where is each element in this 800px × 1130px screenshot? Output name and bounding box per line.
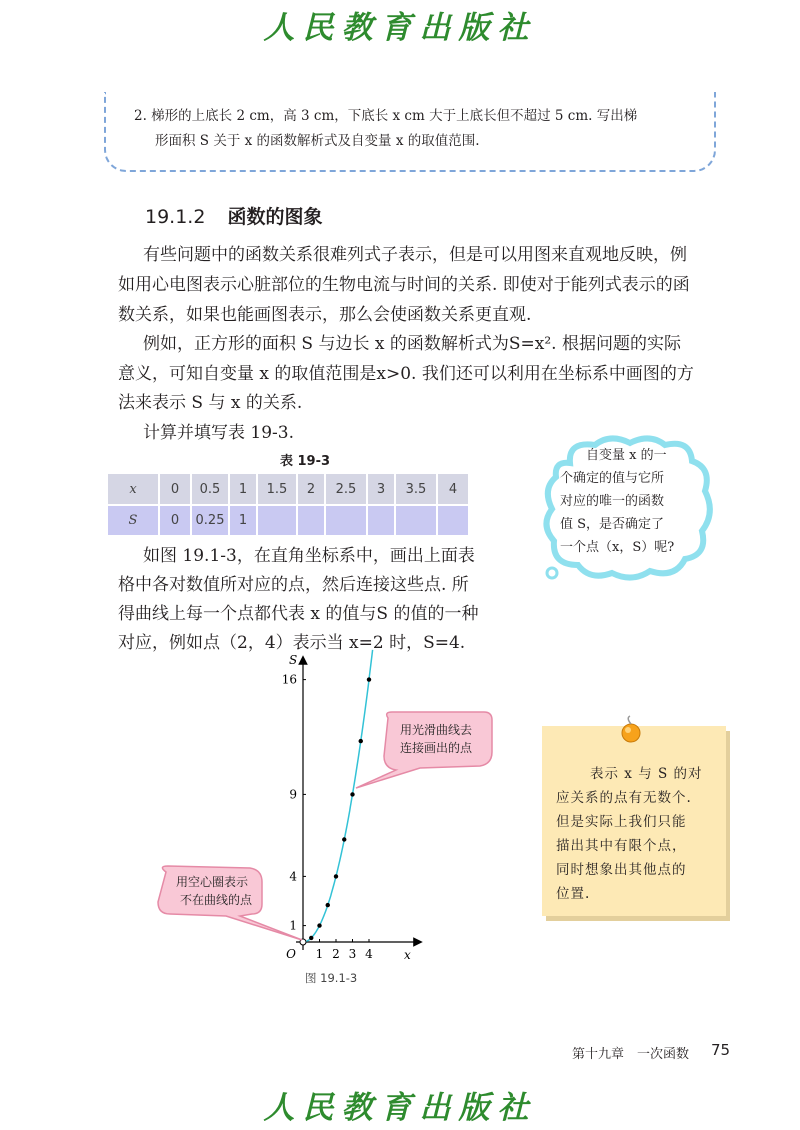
publisher-header: 人民教育出版社 xyxy=(263,10,537,46)
table-cell: 0.5 xyxy=(191,474,229,505)
x-tick-label: 1 xyxy=(315,947,324,961)
y-tick-label: 16 xyxy=(281,672,297,687)
callout-smooth-line: 用光滑曲线去 xyxy=(400,723,473,737)
data-point xyxy=(359,739,363,743)
table-cell: 3.5 xyxy=(395,474,437,505)
table-cell: 1 xyxy=(229,474,257,505)
y-tick-label: 1 xyxy=(289,918,297,933)
data-point xyxy=(317,923,321,927)
publisher-footer: 人民教育出版社 xyxy=(263,1090,537,1126)
data-point xyxy=(350,792,354,796)
table-caption: 表 19-3 xyxy=(279,454,331,469)
section-number: 19.1.2 xyxy=(145,206,206,228)
table-cell: 1.5 xyxy=(257,474,297,505)
data-point xyxy=(334,874,338,878)
table-row-label: S xyxy=(108,505,159,535)
callout-hollow-line: 不在曲线的点 xyxy=(180,893,253,907)
paragraph-line: 有些问题中的函数关系很难列式子表示，但是可以用图来直观地反映，例 xyxy=(143,245,687,265)
y-tick-label: 4 xyxy=(289,869,297,884)
table-cell: 1 xyxy=(229,505,257,535)
table-cell: 0 xyxy=(159,474,191,505)
callout-hollow-line: 用空心圈表示 xyxy=(176,875,249,889)
y-tick-label: 9 xyxy=(289,787,297,802)
note-text-line: 描出其中有限个点， xyxy=(556,838,687,854)
cloud-text-line: 值 S，是否确定了 xyxy=(560,517,665,532)
x-tick-label: 4 xyxy=(365,947,373,961)
x-axis-label: x xyxy=(404,948,411,962)
table-row-label: x xyxy=(108,474,159,505)
exercise-line-1: 2. 梯形的上底长 2 cm，高 3 cm，下底长 x cm 大于上底长但不超过 5 cm. 写出梯 xyxy=(134,108,638,124)
table-cell: 2 xyxy=(297,474,325,505)
data-point xyxy=(367,677,371,681)
note-text-line: 应关系的点有无数个. xyxy=(556,790,692,806)
x-tick-label: 3 xyxy=(348,947,357,961)
table-cell: 3 xyxy=(367,474,395,505)
paragraph-line: 例如，正方形的面积 S 与边长 x 的函数解析式为S=x². 根据问题的实际 xyxy=(143,334,681,354)
figure-caption: 图 19.1-3 xyxy=(305,971,358,985)
cloud-text-line: 一个点（x，S）呢? xyxy=(560,540,675,555)
cloud-text-line: 自变量 x 的一 xyxy=(586,448,667,463)
y-axis-label: S xyxy=(289,653,298,667)
paragraph-line: 意义，可知自变量 x 的取值范围是x>0. 我们还可以利用在坐标系中画图的方 xyxy=(118,364,694,384)
table-cell: 4 xyxy=(437,474,468,505)
paragraph-line: 计算并填写表 19-3. xyxy=(143,423,294,443)
paragraph-line: 格中各对数值所对应的点，然后连接这些点. 所 xyxy=(118,575,469,595)
page-number: 75 xyxy=(711,1041,731,1059)
note-text-line: 位置. xyxy=(556,886,591,902)
section-title: 函数的图象 xyxy=(227,206,323,228)
footer-chapter: 第十九章 一次函数 xyxy=(572,1047,690,1062)
table-cell: 2.5 xyxy=(325,474,367,505)
paragraph-line: 数关系，如果也能画图表示，那么会使函数关系更直观. xyxy=(118,305,532,325)
data-point xyxy=(326,903,330,907)
paragraph-line: 得曲线上每一个点都代表 x 的值与S 的值的一种 xyxy=(118,604,479,624)
x-tick-label: 2 xyxy=(332,947,340,961)
exercise-line-2: 形面积 S 关于 x 的函数解析式及自变量 x 的取值范围. xyxy=(155,133,480,149)
callout-smooth-line: 连接画出的点 xyxy=(400,741,473,755)
curve-s-equals-x-squared xyxy=(303,650,373,942)
axes xyxy=(296,660,418,950)
paragraph-line: 如图 19.1-3，在直角坐标系中，画出上面表 xyxy=(143,546,475,566)
data-point xyxy=(309,936,313,940)
note-text-line: 表示 x 与 S 的对 xyxy=(590,766,703,782)
paragraph-line: 如用心电图表示心脏部位的生物电流与时间的关系. 即使对于能列式表示的函 xyxy=(118,275,690,295)
cloud-text-line: 个确定的值与它所 xyxy=(560,471,665,486)
paragraph-line: 对应，例如点（2，4）表示当 x=2 时，S=4. xyxy=(118,633,466,653)
table-cell: 0 xyxy=(159,505,191,535)
table-cell: 0.25 xyxy=(191,505,229,535)
note-text-line: 同时想象出其他点的 xyxy=(556,862,687,878)
note-text-line: 但是实际上我们只能 xyxy=(556,814,687,830)
data-point xyxy=(342,837,346,841)
cloud-text-line: 对应的唯一的函数 xyxy=(560,494,665,509)
origin-label: O xyxy=(286,947,296,961)
paragraph-line: 法来表示 S 与 x 的关系. xyxy=(118,393,303,413)
